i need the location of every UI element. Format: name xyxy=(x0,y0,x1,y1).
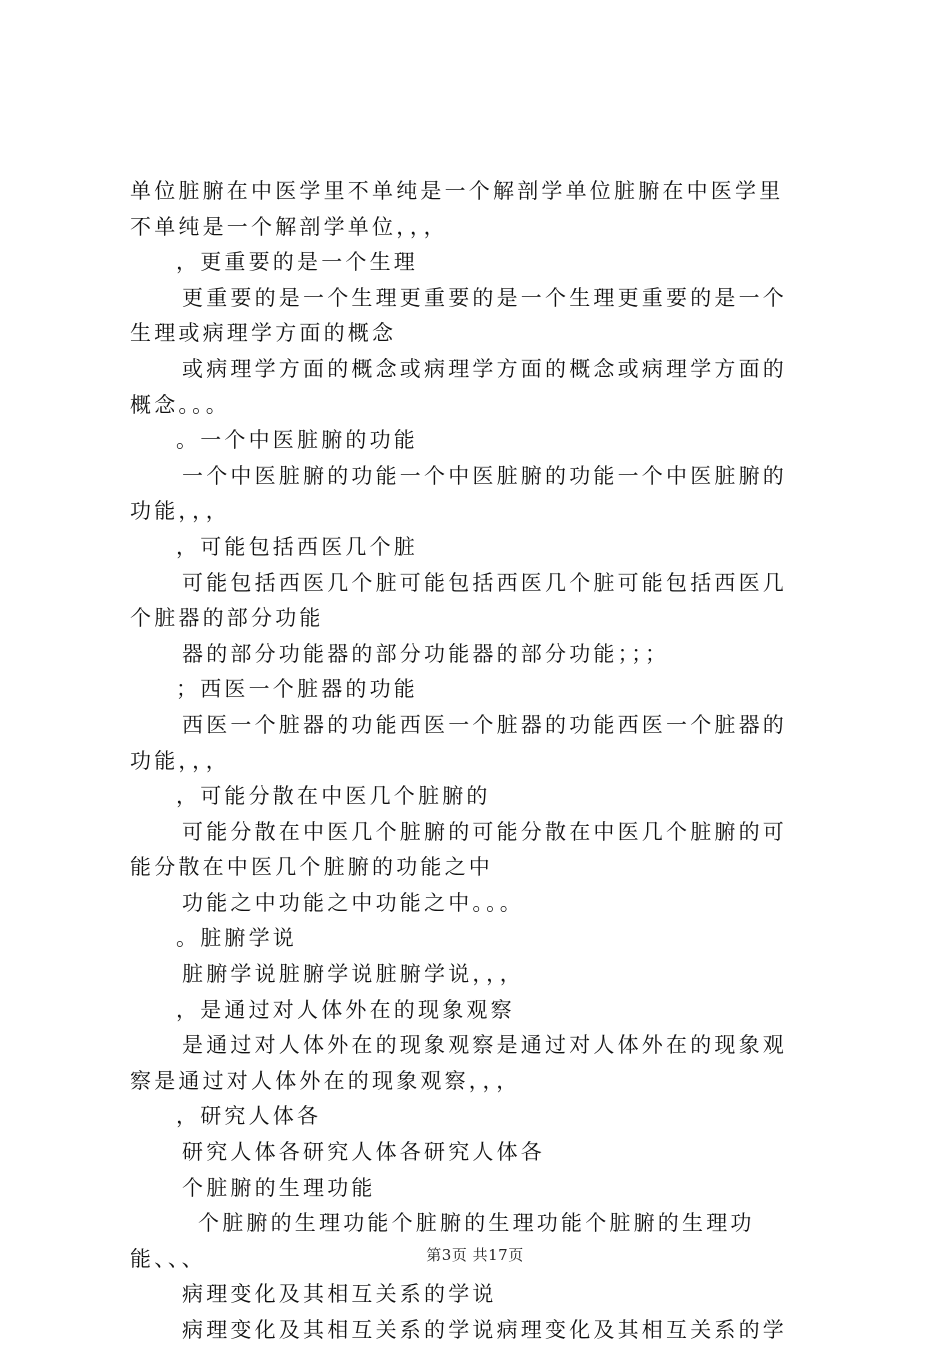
text-line: 个脏腑的生理功能个脏腑的生理功能个脏腑的生理功 xyxy=(198,1211,755,1236)
text-line: 病理变化及其相互关系的学说 xyxy=(182,1282,497,1307)
body-text xyxy=(130,174,832,1349)
text-line: 功能，，， xyxy=(130,748,230,773)
text-line: 单位脏腑在中医学里不单纯是一个解剖学单位脏腑在中医学里 xyxy=(130,179,784,203)
text-line: 一个中医脏腑的功能一个中医脏腑的功能一个中医脏腑的 xyxy=(182,463,787,488)
text-line: 察是通过对人体外在的现象观察，，， xyxy=(130,1068,521,1093)
text-line: 或病理学方面的概念或病理学方面的概念或病理学方面的 xyxy=(182,356,787,381)
text-line: ；西医一个脏器的功能 xyxy=(176,677,418,702)
text-line: 能、、、 xyxy=(130,1246,206,1271)
text-line: 更重要的是一个生理更重要的是一个生理更重要的是一个 xyxy=(182,285,787,310)
text-line: 可能包括西医几个脏可能包括西医几个脏可能包括西医几 xyxy=(182,570,787,595)
text-line: 脏腑学说脏腑学说脏腑学说，，， xyxy=(182,962,524,987)
text-line: 功能之中功能之中功能之中。。。 xyxy=(182,890,524,915)
text-line: ，可能包括西医几个脏 xyxy=(176,534,418,559)
text-line: 器的部分功能器的部分功能器的部分功能；；； xyxy=(182,641,670,666)
text-line: 概念。。。 xyxy=(130,392,230,417)
text-line: 不单纯是一个解剖学单位，，， xyxy=(130,214,448,239)
text-line: 能分散在中医几个脏腑的功能之中 xyxy=(130,855,493,880)
text-line: ，研究人体各 xyxy=(176,1104,322,1129)
page-number: 第3页 共17页 xyxy=(426,1246,524,1264)
text-line: ，可能分散在中医几个脏腑的 xyxy=(176,784,491,809)
text-line: 个脏器的部分功能 xyxy=(130,606,324,631)
text-line: 。一个中医脏腑的功能 xyxy=(176,428,418,453)
text-line: ，是通过对人体外在的现象观察 xyxy=(176,997,515,1022)
text-line: 功能，，， xyxy=(130,499,230,524)
text-line: 个脏腑的生理功能 xyxy=(182,1175,376,1200)
text-line: 病理变化及其相互关系的学说病理变化及其相互关系的学 xyxy=(182,1318,787,1342)
text-line: 生理或病理学方面的概念 xyxy=(130,321,397,346)
text-line: 研究人体各研究人体各研究人体各 xyxy=(182,1140,545,1165)
text-line: 可能分散在中医几个脏腑的可能分散在中医几个脏腑的可 xyxy=(182,819,787,844)
text-line: 。脏腑学说 xyxy=(176,926,297,951)
text-line: 是通过对人体外在的现象观察是通过对人体外在的现象观 xyxy=(182,1033,787,1058)
text-line: ，更重要的是一个生理 xyxy=(176,250,418,275)
page-footer xyxy=(0,1244,950,1265)
text-line: 西医一个脏器的功能西医一个脏器的功能西医一个脏器的 xyxy=(182,712,787,737)
